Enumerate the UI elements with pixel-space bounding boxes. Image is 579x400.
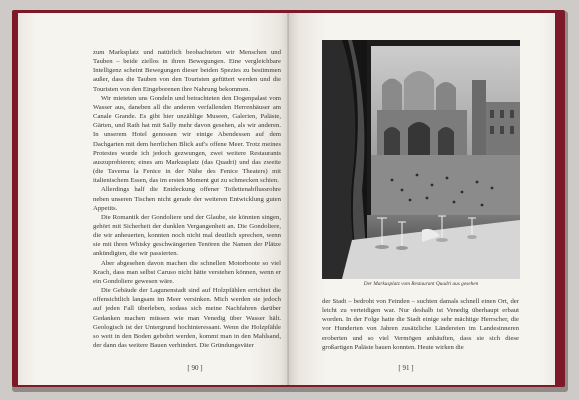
left-page-text [93,48,281,350]
page-number: [ 90 ] [187,364,203,372]
paragraph: Die Gebäude der Lagunenstadt sind auf Holzpfählen errichtet die offensichtlich langsam im Meer versinken. Mich werden sie jedoch auf jeden Fall überleben, sodass sich meine Nachfahren darüber Gedanken machen müssen wie man Venedig über Wasser hält. Geologisch ist der Untergrund hochinteressant. Wenn die Holzpfähle so weit in den Boden gebohrt werden, kommt man in den Mahlsand, der dann das weitere Bauen verhindert. Die Gründungsväter [93,287,281,349]
paragraph: Die Romantik der Gondoliere und der Glaube, sie könnten singen, gehört mit Sicherheit der dunklen Vergangenheit an. Die Gondoliere, die wir anheuerten, konnten noch nicht mal deutlich sprechen, wenn sie mit ihren Whisky geschwängerten Tenören die Namen der Plätze ankündigten, die wir passierten. [93,213,281,258]
paragraph: zum Marksplatz und natürlich beobachteten wir Menschen und Tauben – beide ziellos in ihren Bewegungen. Eine vergleichbare Intelligenz scheint Bewegungen dieser beiden Spezies zu bestimmen außer, dass die Tauben von den Touristen gefüttert werden und die Touristen von den Eingeborenen ihre Nahrung bekommen. [93,49,281,93]
venice-photo [322,40,520,279]
piazza-san-marco-image [322,40,520,279]
photo-caption: Der Markusplatz vom Restaurant Quadri aus gesehen [363,281,479,287]
right-page [289,13,555,385]
right-page-text [322,297,519,352]
paragraph: Aber abgesehen davon machen die schnellen Motorboote so viel Krach, dass man selbst Caruso nicht hätte verstehen können, wenn er ein Gondoliere gewesen wäre. [93,259,281,285]
paragraph: Wir mieteten uns Gondeln und betrachteten den Dogenpalast vom Wasser aus, daneben all die anderen verfallenden Herrenhäuser am Canale Grande. Es gibt hier unzählige Museen, Galerien, Paläste, Gärten, und Rath hat mit Sally mehr davon gesehen, als wir anderen. In unserem Hotel genossen wir einige Abendessen auf dem Dachgarten mit dem herrlichen Blick auf's offene Meer. Trotz meines Protestes wurde ich jedoch gezwungen, zwei weitere Restaurants auszuprobieren; eines am Markusplatz (das Quadri) und das zweite (die Taverna la Fenice in der Nähe des Fenice Theaters) mit italienischem Essen, das im ersten Moment gut zu schmecken schien. [93,94,281,185]
page-number: [ 91 ] [398,364,414,372]
paragraph: Allerdings half die Entdeckung offener Toilettenabflussrohre neben unseren Tischen nicht gerade der weiteren Entwicklung guten Appetits. [93,186,281,212]
left-page [18,13,289,385]
paragraph: der Stadt – bedroht von Feinden – suchten damals schnell einen Ort, der leicht zu verteidigen war. Nur deshalb ist Venedig überhaupt erbaut worden. In der Folge hatte die Stadt einige sehr mächtige Herrscher, die vor Hunderten von Jahren zusätzliche Ländereien im Landesinneren eroberten und so viel Vermögen anhäuften, dass sie sich diese großartigen Paläste bauen konnten. Heute wirken die [322,298,519,351]
